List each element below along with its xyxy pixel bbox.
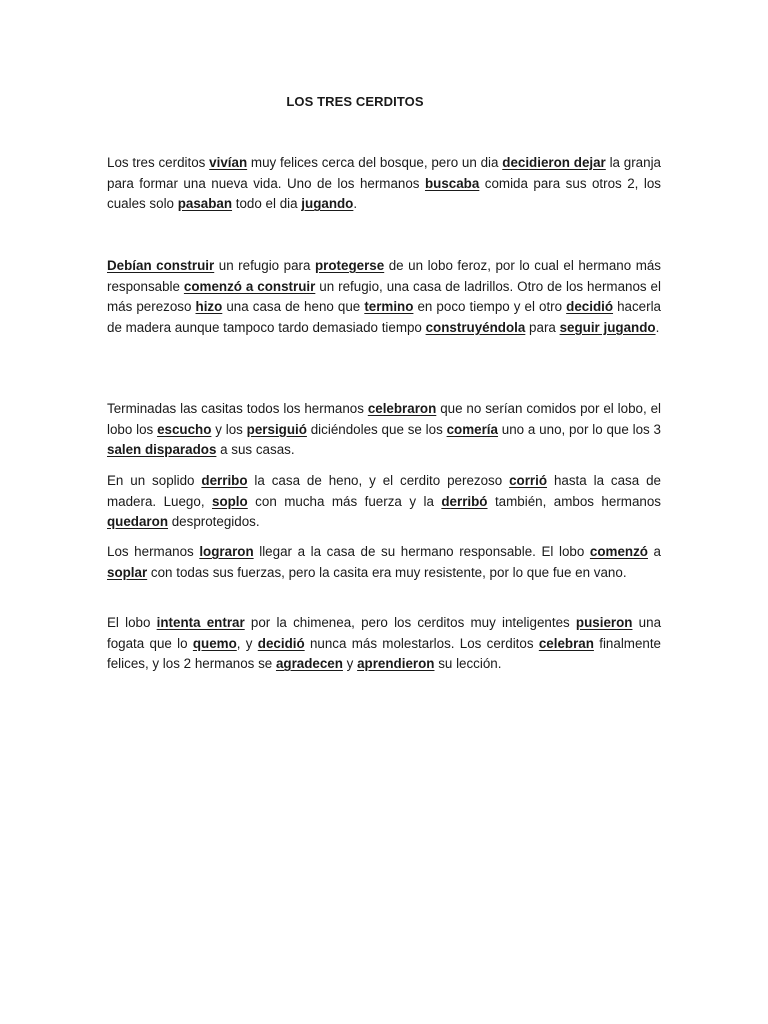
highlighted-verb: buscaba [424,175,480,191]
text-segment: hacerla de madera aunque tampoco tardo demasiado tiempo [107,299,662,335]
highlighted-verb: pasaban [177,196,233,212]
story-paragraph-3 [107,399,661,461]
highlighted-verb: termino [364,299,414,315]
text-segment: . [655,319,660,335]
text-segment: de un lobo feroz, por lo cual el hermano más responsable [107,258,661,294]
highlighted-verb: seguir jugando [559,319,656,335]
highlighted-verb: agradecen [275,656,343,672]
highlighted-verb: escucho [157,421,212,437]
highlighted-verb: decidieron dejar [502,155,606,170]
highlighted-verb: celebraron [367,401,437,416]
highlighted-verb: celebran [538,635,594,651]
text-segment: la granja para formar una nueva vida. Uno de los hermanos [107,155,661,191]
text-segment: Terminadas las casitas todos los hermanos [107,401,368,416]
highlighted-verb: hizo [195,299,223,315]
text-segment: El lobo [107,615,157,630]
highlighted-verb: corrió [509,473,548,488]
text-segment: , y [236,635,258,651]
highlighted-verb: quemo [192,635,237,651]
text-segment: con mucha más fuerza y la [247,493,442,509]
text-segment: diciéndoles que se los [306,421,447,437]
text-segment: y los [211,421,247,437]
text-segment: todo el dia [232,196,302,212]
story-paragraph-5 [107,542,661,583]
story-paragraph-4 [107,471,661,533]
highlighted-verb: lograron [199,544,254,559]
text-segment: la casa de heno, y el cerdito perezoso [247,473,510,488]
story-paragraph-2 [107,256,661,338]
text-segment: . [353,196,358,212]
text-segment: a [647,544,661,559]
text-segment: hasta la casa de madera. Luego, [107,473,661,509]
text-segment: finalmente felices, y los 2 hermanos se [107,635,662,672]
story-paragraph-6 [107,613,661,675]
text-segment: una casa de heno que [222,299,365,315]
highlighted-verb: comenzó a construir [183,278,316,294]
text-segment: nunca más molestarlos. Los cerditos [304,635,539,651]
text-segment: un refugio, una casa de ladrillos. Otro de los hermanos el más perezoso [107,278,661,315]
text-segment: Los hermanos [107,544,200,559]
text-segment: a sus casas. [216,442,295,458]
highlighted-verb: aprendieron [357,656,435,672]
text-segment: muy felices cerca del bosque, pero un dia [247,155,503,170]
text-segment: desprotegidos. [168,514,260,530]
highlighted-verb: salen disparados [107,442,217,458]
highlighted-verb: pusieron [575,615,633,630]
highlighted-verb: persiguió [246,421,307,437]
highlighted-verb: soplo [212,493,248,509]
highlighted-verb: comenzó [589,544,648,559]
text-segment: con todas sus fuerzas, pero la casita era muy resistente, por lo que fue en vano. [147,564,627,580]
highlighted-verb: Debían construir [107,258,215,273]
highlighted-verb: intenta entrar [156,615,245,630]
text-segment: uno a uno, por lo que los 3 [497,421,661,437]
text-segment: su lección. [434,656,502,672]
highlighted-verb: derribo [201,473,248,488]
highlighted-verb: protegerse [314,258,385,273]
document-title: LOS TRES CERDITOS [286,94,424,109]
highlighted-verb: comería [446,421,498,437]
text-segment: y [342,656,358,672]
text-segment: por la chimenea, pero los cerditos muy inteligentes [244,615,576,630]
story-paragraph-1 [107,153,661,215]
highlighted-verb: derribó [441,493,488,509]
highlighted-verb: construyéndola [425,319,526,335]
text-segment: para [525,319,560,335]
text-segment: también, ambos hermanos [487,493,661,509]
highlighted-verb: vivían [209,155,248,170]
text-segment: un refugio para [214,258,315,273]
text-segment: que no serían comidos por el lobo, el lobo los [107,401,662,437]
highlighted-verb: decidió [566,299,614,315]
text-segment: llegar a la casa de su hermano responsable. El lobo [253,544,590,559]
highlighted-verb: quedaron [107,514,169,530]
text-segment: comida para sus otros 2, los cuales solo [107,175,661,212]
text-segment: una fogata que lo [107,615,662,651]
text-segment: En un soplido [107,473,202,488]
highlighted-verb: soplar [107,564,148,580]
highlighted-verb: jugando [301,196,354,212]
text-segment: en poco tiempo y el otro [413,299,567,315]
text-segment: Los tres cerditos [107,155,210,170]
highlighted-verb: decidió [257,635,305,651]
